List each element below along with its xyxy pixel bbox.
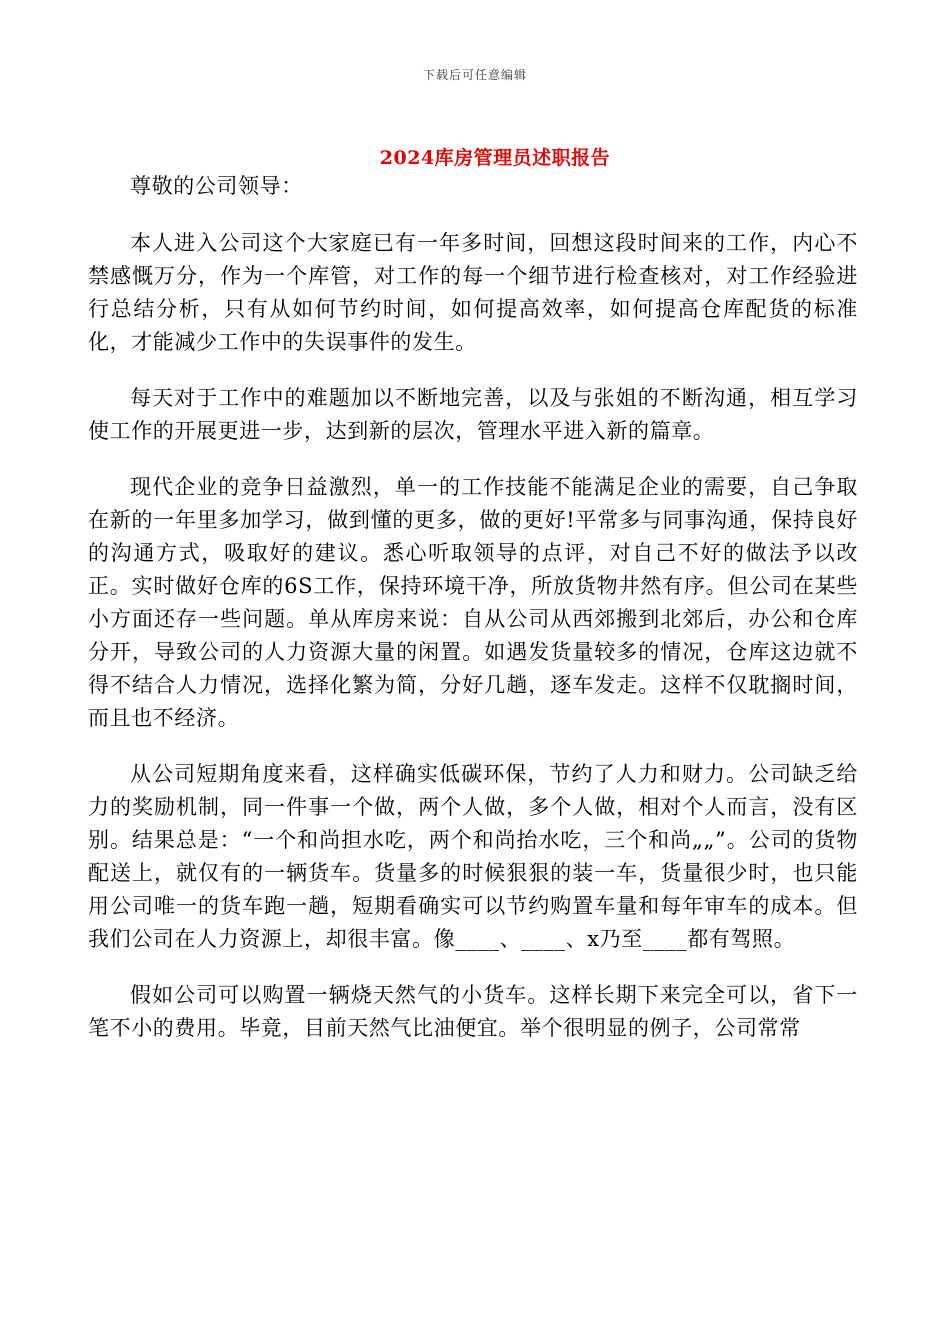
header-note: 下载后可任意编辑 — [422, 68, 527, 82]
paragraph-2: 每天对于工作中的难题加以不断地完善，以及与张姐的不断沟通，相互学习使工作的开展更进一步，达到新的层次，管理水平进入新的篇章。 — [88, 386, 858, 443]
paragraph-1: 本人进入公司这个大家庭已有一年多时间，回想这段时间来的工作，内心不禁感慨万分，作为一个库管，对工作的每一个细节进行检查核对，对工作经验进行总结分析，只有从如何节约时间，如何提高效率，如何提高仓库配货的标准化，才能减少工作中的失误事件的发生。 — [88, 231, 858, 354]
document-body — [88, 170, 858, 1068]
document-title: 2024库房管理员述职报告 — [379, 147, 611, 169]
salutation: 尊敬的公司领导： — [130, 174, 303, 198]
paragraph-3: 现代企业的竞争日益激烈，单一的工作技能不能满足企业的需要，自己争取在新的一年里多加学习，做到懂的更多，做的更好!平常多与同事沟通，保持良好的沟通方式，吸取好的建议。悉心听取领导的点评，对自己不好的做法予以改正。实时做好仓库的6S工作，保持环境干净，所放货物井然有序。但公司在某些小方面还存一些问题。单从库房来说：自从公司从西郊搬到北郊后，办公和仓库分开，导致公司的人力资源大量的闲置。如遇发货量较多的情况，仓库这边就不得不结合人力情况，选择化繁为简，分好几趟，逐车发走。这样不仅耽搁时间，而且也不经济。 — [88, 475, 858, 730]
paragraph-5: 假如公司可以购置一辆烧天然气的小货车。这样长期下来完全可以，省下一笔不小的费用。毕竟，目前天然气比油便宜。举个很明显的例子，公司常常 — [88, 983, 858, 1040]
paragraph-4: 从公司短期角度来看，这样确实低碳环保，节约了人力和财力。公司缺乏给力的奖励机制，同一件事一个做，两个人做，多个人做，相对个人而言，没有区别。结果总是：“一个和尚担水吃，两个和尚抬水吃，三个和尚„„”。公司的货物配送上，就仅有的一辆货车。货量多的时候狠狠的装一车，货量很少时，也只能用公司唯一的货车跑一趟，短期看确实可以节约购置车量和每年审车的成本。但我们公司在人力资源上，却很丰富。像____、____、x乃至____都有驾照。 — [88, 762, 858, 951]
